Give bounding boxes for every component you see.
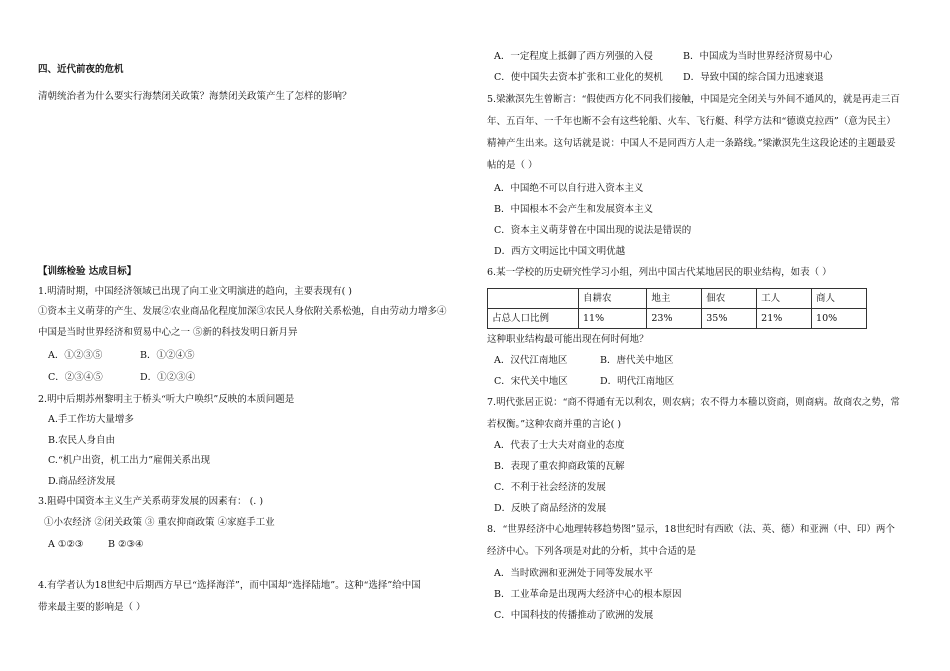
question-1-line2: ①资本主义萌芽的产生、发展②农业商品化程度加深③农民人身依附关系松弛，自由劳动力增多④ [38, 306, 447, 317]
question-6-option-b: B．唐代关中地区 [600, 355, 674, 366]
table-cell: 21% [757, 309, 812, 329]
question-3-stem: 3.阻碍中国资本主义生产关系萌芽发展的因素有： (. ) [38, 496, 264, 507]
table-row [488, 309, 867, 329]
table-cell: 35% [702, 309, 757, 329]
question-5-line3: 精神产生出来。这句话就是说：中国人不是同西方人走一条路线。”梁漱溟先生这段论述的主题最妥 [487, 138, 896, 149]
question-6-question: 这种职业结构最可能出现在何时何地？ [487, 334, 649, 345]
question-2-option-d: D.商品经济发展 [48, 476, 116, 487]
question-4-option-d: D．导致中国的综合国力迅速衰退 [683, 72, 824, 83]
intro-question: 清朝统治者为什么要实行海禁闭关政策？海禁闭关政策产生了怎样的影响？ [38, 91, 352, 102]
question-7-option-d: D．反映了商品经济的发展 [494, 503, 607, 514]
table-header-cell [488, 289, 579, 309]
question-5-option-a: A．中国绝不可以自行进入资本主义 [494, 183, 644, 194]
question-5-line4: 帖的是（ ） [487, 160, 538, 171]
question-4-option-b: B．中国成为当时世界经济贸易中心 [683, 51, 833, 62]
question-2-option-b: B.农民人身自由 [48, 435, 116, 446]
question-1-stem: 1.明清时期，中国经济领域已出现了向工业文明演进的趋向，主要表现有( ) [38, 286, 352, 297]
section-title: 四、近代前夜的危机 [38, 64, 124, 75]
question-1-line3: 中国是当时世界经济和贸易中心之一 ⑤新的科技发明日新月异 [38, 327, 298, 338]
question-1-option-d: D．①②③④ [140, 372, 196, 383]
question-4-option-c: C．使中国失去资本扩张和工业化的契机 [494, 72, 663, 83]
question-5-line2: 年、五百年、一千年也断不会有这些轮船、火车、飞行艇、科学方法和“德谟克拉西”（意为民主） [487, 116, 896, 127]
question-5-line1: 5.梁漱溟先生曾断言：“假使西方化不同我们接触，中国是完全闭关与外间不通风的，就是再走三百 [487, 94, 900, 105]
question-4-stem: 4.有学者认为18世纪中后期西方早已“选择海洋”，而中国却“选择陆地”。这种“选择”给中国 [38, 580, 421, 591]
question-7-option-c: C．不利于社会经济的发展 [494, 482, 606, 493]
question-2-option-c: C.“机户出资，机工出力”雇佣关系出现 [48, 455, 211, 466]
question-3-option-a: A ①②③ [48, 539, 84, 550]
question-6-stem: 6.某一学校的历史研究性学习小组，列出中国古代某地居民的职业结构，如表（ ） [487, 267, 832, 278]
occupation-table [487, 288, 867, 329]
question-3-option-b: B ②③④ [108, 539, 144, 550]
table-header-cell: 工人 [757, 289, 812, 309]
table-header-cell: 商人 [812, 289, 867, 309]
table-header-cell: 地主 [647, 289, 702, 309]
question-7-line2: 若权衡。”这种农商并重的言论( ) [487, 419, 622, 430]
question-5-option-c: C．资本主义萌芽曾在中国出现的说法是错误的 [494, 225, 692, 236]
table-cell: 占总人口比例 [488, 309, 579, 329]
question-7-option-a: A．代表了士大夫对商业的态度 [494, 440, 625, 451]
table-cell: 23% [647, 309, 702, 329]
question-7-line1: 7.明代张居正说：“商不得通有无以利农，则农病；农不得力本穑以资商，则商病。故商农之势，常 [487, 397, 900, 408]
question-1-option-c: C．②③④⑤ [48, 372, 103, 383]
table-header-cell: 自耕农 [579, 289, 647, 309]
question-4-line2: 带来最主要的影响是（ ） [38, 602, 146, 613]
question-8-option-c: C．中国科技的传播推动了欧洲的发展 [494, 610, 654, 621]
question-2-stem: 2.明中后期苏州黎明主于桥头“听大户唤织”反映的本质问题是 [38, 394, 295, 405]
question-8-option-a: A．当时欧洲和亚洲处于同等发展水平 [494, 568, 653, 579]
question-1-option-b: B．①②④⑤ [140, 350, 195, 361]
table-header-cell: 佃农 [702, 289, 757, 309]
question-3-items: ①小农经济 ②闭关政策 ③ 重农抑商政策 ④家庭手工业 [44, 517, 275, 528]
question-6-option-d: D．明代江南地区 [600, 376, 675, 387]
question-7-option-b: B．表现了重农抑商政策的瓦解 [494, 461, 625, 472]
question-8-line1: 8．“世界经济中心地理转移趋势图”显示，18世纪时有西欧（法、英、德）和亚洲（中、印）两个 [487, 524, 895, 535]
question-4-option-a: A．一定程度上抵御了西方列强的入侵 [494, 51, 653, 62]
question-6-option-c: C．宋代关中地区 [494, 376, 568, 387]
question-5-option-b: B．中国根本不会产生和发展资本主义 [494, 204, 653, 215]
table-header-row [488, 289, 867, 309]
question-8-option-b: B．工业革命是出现两大经济中心的根本原因 [494, 589, 682, 600]
question-1-option-a: A．①②③⑤ [48, 350, 103, 361]
question-8-line2: 经济中心。下列各项是对此的分析，其中合适的是 [487, 546, 697, 557]
table-cell: 11% [579, 309, 647, 329]
question-5-option-d: D．西方文明远比中国文明优越 [494, 246, 626, 257]
training-title: 【训练检验 达成目标】 [38, 266, 137, 277]
question-2-option-a: A.手工作坊大量增多 [48, 414, 134, 425]
table-cell: 10% [812, 309, 867, 329]
question-6-option-a: A．汉代江南地区 [494, 355, 568, 366]
